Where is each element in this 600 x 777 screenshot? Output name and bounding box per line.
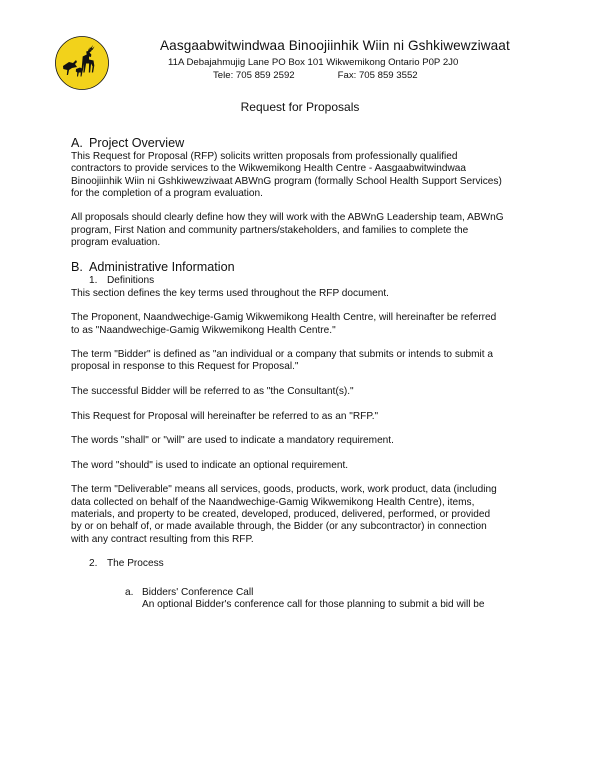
contact-line bbox=[213, 70, 560, 82]
organization-name: Aasgaabwitwindwaa Binoojiinhik Wiin ni Gshkiwewziwaat bbox=[160, 38, 510, 53]
section-b-heading bbox=[71, 260, 541, 275]
subsection-process-heading: 2. The Process bbox=[89, 558, 164, 570]
section-a-heading bbox=[71, 136, 541, 151]
section-number: A. bbox=[71, 136, 83, 150]
fax: Fax: 705 859 3552 bbox=[337, 70, 418, 81]
paragraph: The words "shall" or "will" are used to indicate a mandatory requirement. bbox=[71, 435, 394, 447]
paragraph: The term "Bidder" is defined as "an individual or a company that submits or intends to submit a proposal in response to this Request for Proposal." bbox=[71, 349, 494, 373]
document-body bbox=[71, 136, 541, 611]
organization-address: 11A Debajahmujig Lane PO Box 101 Wikwemikong Ontario P0P 2J0 bbox=[168, 57, 459, 68]
subsection-conference-call-heading: a. Bidders' Conference Call bbox=[125, 586, 254, 598]
logo-circle bbox=[56, 37, 109, 90]
paragraph: The word "should" is used to indicate an optional requirement. bbox=[71, 459, 349, 471]
paragraph: This Request for Proposal will hereinafter be referred to as an "RFP." bbox=[71, 410, 379, 422]
paragraph: The term "Deliverable" means all services, goods, products, work, work product, data (including data collected on behalf of the Naandwechige-Gamig Wikwemikong Health Centre), items, materials, and property to be created, developed, produced, delivered, performed, or provided by or on behalf of, or made available through, the Bidder (or any subcontractor) in connection with any contract resulting from this RFP. bbox=[71, 484, 497, 545]
paragraph: An optional Bidder's conference call for those planning to submit a bid will be bbox=[142, 599, 485, 611]
telephone: Tele: 705 859 2592 bbox=[213, 70, 295, 81]
organization-logo bbox=[55, 36, 109, 90]
section-title: Administrative Information bbox=[89, 260, 235, 275]
section-title: Project Overview bbox=[89, 136, 185, 150]
paragraph: The successful Bidder will be referred to as "the Consultant(s)." bbox=[71, 386, 354, 398]
section-number: B. bbox=[71, 260, 83, 275]
document-title: Request for Proposals bbox=[240, 100, 360, 114]
paragraph: This Request for Proposal (RFP) solicits written proposals from professionally qualified contractors to provide services to the Wikwemikong Health Centre - Aasgaabwitwindwaa Binoojiinhik Wiin ni Gshkiwewziwaat ABWnG program (formally School Health Support Services) for the completion of a program evaluation. bbox=[71, 151, 502, 199]
subsection-definitions-heading: 1. Definitions bbox=[89, 275, 155, 287]
paragraph: The Proponent, Naandwechige-Gamig Wikwemikong Health Centre, will hereinafter be referred to as "Naandwechige-Gamig Wikwemikong Health Centre." bbox=[71, 312, 497, 336]
paragraph: This section defines the key terms used throughout the RFP document. bbox=[71, 287, 389, 299]
letterhead bbox=[160, 38, 560, 82]
paragraph: All proposals should clearly define how they will work with the ABWnG Leadership team, ABWnG program, First Nation and community partners/stakeholders, and families to complete the program evaluation. bbox=[71, 212, 504, 249]
